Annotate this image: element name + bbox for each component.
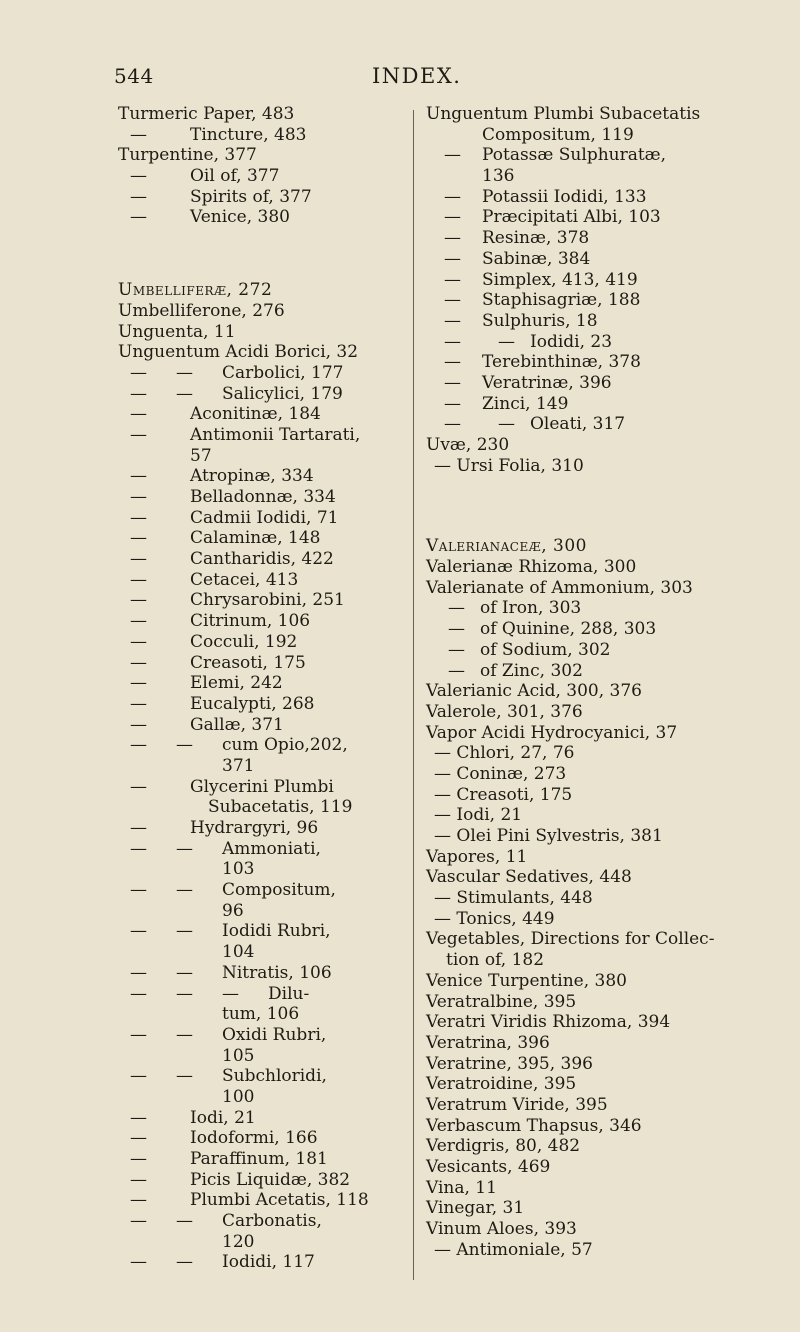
index-entry	[426, 847, 756, 868]
ditto-dash: —	[498, 331, 515, 352]
index-entry-text: cum Opio,202,	[222, 735, 348, 756]
ditto-dash: —	[444, 372, 461, 393]
index-entry-text: — Chlori, 27, 76	[434, 743, 575, 764]
index-entry	[118, 425, 408, 446]
ditto-dash: —	[130, 1066, 147, 1087]
page-title: INDEX.	[372, 64, 462, 88]
index-entry	[426, 249, 756, 270]
index-entry	[118, 590, 408, 611]
index-entry	[426, 207, 756, 228]
index-entry	[426, 125, 756, 146]
index-entry-text: 120	[222, 1231, 255, 1252]
index-entry	[118, 363, 408, 384]
ditto-dash: —	[176, 1024, 193, 1045]
ditto-dash: —	[444, 228, 461, 249]
index-entry	[426, 1136, 756, 1157]
index-entry-text: Valerole, 301, 376	[426, 701, 583, 722]
index-entry	[118, 942, 408, 963]
index-entry	[426, 1095, 756, 1116]
index-entry-text: Veratri Viridis Rhizoma, 394	[426, 1012, 671, 1033]
index-entry-text: of Zinc, 302	[480, 660, 583, 681]
ditto-dash: —	[176, 1252, 193, 1273]
index-entry	[118, 466, 408, 487]
ditto-dash: —	[222, 983, 239, 1004]
index-entry	[426, 187, 756, 208]
ditto-dash: —	[130, 1169, 147, 1190]
index-entry	[426, 681, 756, 702]
index-entry-text: Dilu-	[268, 983, 310, 1004]
index-entry	[426, 598, 756, 619]
index-entry	[118, 404, 408, 425]
ditto-dash: —	[130, 186, 147, 207]
index-entry-text: Staphisagriæ, 188	[482, 290, 641, 311]
index-entry	[118, 1252, 408, 1273]
index-entry	[426, 743, 756, 764]
index-entry	[426, 1198, 756, 1219]
index-entry	[118, 1190, 408, 1211]
index-entry-text: Calaminæ, 148	[190, 528, 321, 549]
index-entry	[426, 661, 756, 682]
index-entry-text: Glycerini Plumbi	[190, 776, 334, 797]
index-entry	[426, 1012, 756, 1033]
index-entry-text: Zinci, 149	[482, 393, 569, 414]
ditto-dash: —	[444, 352, 461, 373]
index-entry	[118, 342, 408, 363]
index-entry-text: Iodi, 21	[190, 1107, 256, 1128]
ditto-dash: —	[130, 983, 147, 1004]
index-entry-text: Veratroidine, 395	[426, 1074, 577, 1095]
index-entry-text: — Ursi Folia, 310	[434, 455, 584, 476]
index-entry	[426, 373, 756, 394]
index-column-left	[118, 104, 408, 1273]
index-entry-text: Veratrina, 396	[426, 1032, 550, 1053]
index-entry-text: 371	[222, 755, 255, 776]
index-entry-text: Oleati, 317	[530, 414, 626, 435]
index-entry	[118, 1025, 408, 1046]
index-entry-text: Gallæ, 371	[190, 714, 284, 735]
ditto-dash: —	[130, 1149, 147, 1169]
ditto-dash: —	[130, 1252, 147, 1273]
index-entry-text: of Quinine, 288, 303	[480, 619, 657, 640]
index-entry-text: Iodidi Rubri,	[222, 921, 331, 942]
index-entry	[118, 1211, 408, 1232]
ditto-dash: —	[130, 404, 147, 425]
index-entry-text: — Stimulants, 448	[434, 888, 593, 909]
index-entry-text: Iodoformi, 166	[190, 1128, 318, 1149]
index-entry-text: Venice, 380	[190, 207, 290, 228]
index-entry	[118, 1232, 408, 1253]
index-entry	[426, 764, 756, 785]
index-entry	[118, 839, 408, 860]
index-entry	[426, 228, 756, 249]
index-entry-text: Cetacei, 413	[190, 569, 299, 590]
ditto-dash: —	[448, 619, 465, 640]
index-entry	[118, 1004, 408, 1025]
index-entry-text: Nitratis, 106	[222, 962, 332, 983]
index-entry	[426, 909, 756, 930]
ditto-dash: —	[498, 414, 515, 435]
index-entry-text: — Tonics, 449	[434, 908, 555, 929]
index-entry	[426, 785, 756, 806]
ditto-dash: —	[130, 631, 147, 652]
index-entry-text: Carbolici, 177	[222, 362, 344, 383]
index-entry-text: Antimonii Tartarati,	[190, 424, 361, 445]
index-entry-text: — Creasoti, 175	[434, 784, 573, 805]
index-entry-text: Turpentine, 377	[118, 145, 257, 166]
index-entry-text: Eucalypti, 268	[190, 693, 315, 714]
index-entry	[426, 352, 756, 373]
ditto-dash: —	[444, 269, 461, 290]
ditto-dash: —	[444, 145, 461, 166]
index-entry	[426, 619, 756, 640]
index-entry-text: Unguenta, 11	[118, 321, 236, 342]
index-entry	[426, 394, 756, 415]
ditto-dash: —	[130, 611, 147, 632]
index-entry-text: Atropinæ, 334	[190, 466, 314, 487]
index-entry	[118, 653, 408, 674]
index-entry	[426, 929, 756, 950]
index-entry-text: Sulphuris, 18	[482, 310, 598, 331]
ditto-dash: —	[176, 362, 193, 383]
index-entry	[426, 971, 756, 992]
index-entry-text: Potassæ Sulphuratæ,	[482, 145, 667, 166]
ditto-dash: —	[444, 186, 461, 207]
index-entry	[118, 1046, 408, 1067]
index-entry	[426, 104, 756, 125]
index-entry-text: 100	[222, 1086, 255, 1107]
index-entry-text: Unguentum Plumbi Subacetatis	[426, 104, 701, 124]
index-entry	[118, 1066, 408, 1087]
ditto-dash: —	[130, 693, 147, 714]
index-entry-text: Resinæ, 378	[482, 228, 590, 249]
index-entry-text: Paraffinum, 181	[190, 1149, 328, 1169]
index-entry	[118, 818, 408, 839]
index-entry	[118, 508, 408, 529]
index-entry	[426, 1054, 756, 1075]
index-entry-text: Turmeric Paper, 483	[118, 104, 295, 124]
index-entry	[118, 187, 408, 208]
index-entry	[426, 1074, 756, 1095]
index-entry-text: Sabinæ, 384	[482, 248, 591, 269]
index-entry-text: — Iodi, 21	[434, 805, 523, 826]
index-entry	[118, 880, 408, 901]
index-entry	[118, 207, 408, 228]
ditto-dash: —	[176, 921, 193, 942]
index-entry	[118, 446, 408, 467]
ditto-dash: —	[130, 362, 147, 383]
ditto-dash: —	[130, 569, 147, 590]
index-entry-text: Citrinum, 106	[190, 611, 311, 632]
ditto-dash: —	[176, 735, 193, 756]
index-entry-text: Cadmii Iodidi, 71	[190, 507, 339, 528]
index-entry-text: Venice Turpentine, 380	[426, 970, 627, 991]
index-entry-text: tion of, 182	[446, 950, 545, 971]
index-entry-text: Subchloridi,	[222, 1066, 327, 1087]
index-entry-text: Salicylici, 179	[222, 383, 343, 404]
index-entry	[426, 888, 756, 909]
index-entry	[118, 570, 408, 591]
index-entry-text: Ammoniati,	[222, 838, 321, 859]
page-header	[0, 64, 800, 96]
index-entry	[426, 332, 756, 353]
ditto-dash: —	[176, 1211, 193, 1232]
index-entry	[118, 384, 408, 405]
index-entry-text: Tincture, 483	[190, 124, 307, 145]
index-entry	[118, 673, 408, 694]
index-entry-text: Vinegar, 31	[426, 1198, 525, 1219]
index-entry	[426, 290, 756, 311]
index-entry-text: 57	[190, 445, 212, 466]
index-entry-text: 105	[222, 1045, 255, 1066]
index-entry	[118, 145, 408, 166]
index-entry-text: Chrysarobini, 251	[190, 590, 345, 611]
index-entry-text: Oil of, 377	[190, 166, 280, 187]
index-entry-text: Vinum Aloes, 393	[426, 1219, 577, 1240]
index-entry-text: Elemi, 242	[190, 673, 283, 694]
index-entry-text: Carbonatis,	[222, 1211, 322, 1232]
ditto-dash: —	[176, 838, 193, 859]
ditto-dash: —	[130, 207, 147, 228]
index-entry	[118, 549, 408, 570]
ditto-dash: —	[130, 383, 147, 404]
index-entry-text: Iodidi, 117	[222, 1252, 315, 1273]
index-entry	[426, 311, 756, 332]
index-entry-text: Vapor Acidi Hydrocyanici, 37	[426, 722, 678, 743]
index-entry-text: — Antimoniale, 57	[434, 1239, 593, 1260]
index-entry	[118, 777, 408, 798]
ditto-dash: —	[130, 549, 147, 570]
index-entry-text: Hydrargyri, 96	[190, 818, 319, 838]
ditto-dash: —	[444, 290, 461, 311]
index-entry-text: Valerianic Acid, 300, 376	[426, 681, 642, 702]
index-entry-text: Potassii Iodidi, 133	[482, 186, 647, 207]
index-entry	[118, 301, 408, 322]
ditto-dash: —	[130, 1190, 147, 1211]
index-entry	[426, 992, 756, 1013]
ditto-dash: —	[130, 507, 147, 528]
ditto-dash: —	[130, 166, 147, 187]
ditto-dash: —	[130, 818, 147, 838]
index-entry	[118, 735, 408, 756]
index-entry	[118, 859, 408, 880]
index-entry	[118, 125, 408, 146]
ditto-dash: —	[444, 310, 461, 331]
index-entry-text: Aconitinæ, 184	[190, 404, 321, 425]
index-entry	[118, 1149, 408, 1170]
index-entry	[118, 611, 408, 632]
index-entry	[118, 632, 408, 653]
ditto-dash: —	[448, 660, 465, 681]
index-entry-text: Picis Liquidæ, 382	[190, 1169, 351, 1190]
index-entry-text: — Olei Pini Sylvestris, 381	[434, 826, 663, 846]
index-entry-text: Belladonnæ, 334	[190, 487, 336, 507]
index-entry	[426, 723, 756, 744]
index-entry	[118, 280, 408, 301]
index-entry-text: of Sodium, 302	[480, 639, 611, 660]
index-entry	[118, 963, 408, 984]
index-entry	[118, 756, 408, 777]
ditto-dash: —	[130, 921, 147, 942]
index-entry-text: Veratrum Viride, 395	[426, 1094, 608, 1115]
index-entry-text: Vapores, 11	[426, 846, 528, 867]
index-entry-text: Verdigris, 80, 482	[426, 1136, 581, 1157]
index-entry	[118, 1108, 408, 1129]
index-entry	[118, 528, 408, 549]
ditto-dash: —	[130, 590, 147, 611]
ditto-dash: —	[448, 639, 465, 660]
index-entry-text: Vina, 11	[426, 1177, 497, 1198]
ditto-dash: —	[130, 466, 147, 487]
index-entry-text: Valerianate of Ammonium, 303	[426, 577, 693, 598]
index-entry-text: Subacetatis, 119	[208, 797, 353, 818]
index-entry-text: Vesicants, 469	[426, 1157, 551, 1177]
ditto-dash: —	[176, 962, 193, 983]
index-entry-text: 96	[222, 900, 244, 921]
ditto-dash: —	[176, 983, 193, 1004]
index-entry	[118, 487, 408, 508]
index-entry	[118, 984, 408, 1005]
index-entry-text: Umbelliferæ, 272	[118, 280, 273, 301]
index-entry	[426, 1157, 756, 1178]
ditto-dash: —	[130, 1107, 147, 1128]
index-entry	[118, 1087, 408, 1108]
ditto-dash: —	[176, 880, 193, 901]
ditto-dash: —	[444, 331, 461, 352]
ditto-dash: —	[130, 714, 147, 735]
ditto-dash: —	[176, 383, 193, 404]
index-entry	[426, 805, 756, 826]
index-entry	[426, 1219, 756, 1240]
index-entry-text: Veratrine, 395, 396	[426, 1053, 593, 1074]
index-entry-text: — Coninæ, 273	[434, 763, 567, 784]
ditto-dash: —	[130, 652, 147, 673]
ditto-dash: —	[130, 1128, 147, 1149]
ditto-dash: —	[448, 598, 465, 619]
page-number: 544	[114, 64, 154, 88]
index-entry-text: Unguentum Acidi Borici, 32	[118, 342, 359, 363]
ditto-dash: —	[130, 1211, 147, 1232]
ditto-dash: —	[130, 124, 147, 145]
index-entry-text: Iodidi, 23	[530, 331, 613, 352]
ditto-dash: —	[130, 776, 147, 797]
ditto-dash: —	[130, 487, 147, 507]
index-entry-text: Simplex, 413, 419	[482, 269, 638, 290]
index-entry-text: Veratralbine, 395	[426, 991, 577, 1012]
index-entry	[118, 104, 408, 125]
index-entry-text: Veratrinæ, 396	[482, 372, 612, 393]
index-entry-text: 104	[222, 942, 255, 963]
index-entry-text: Vegetables, Directions for Collec-	[426, 929, 715, 950]
index-entry	[426, 1240, 756, 1261]
index-entry	[426, 166, 756, 187]
index-entry-text: 136	[482, 166, 515, 187]
index-entry-text: Umbelliferone, 276	[118, 300, 285, 321]
index-entry	[118, 901, 408, 922]
ditto-dash: —	[444, 248, 461, 269]
index-entry-text: of Iron, 303	[480, 598, 582, 619]
index-entry	[426, 950, 756, 971]
index-entry	[426, 826, 756, 847]
ditto-dash: —	[130, 838, 147, 859]
ditto-dash: —	[130, 424, 147, 445]
ditto-dash: —	[130, 1024, 147, 1045]
ditto-dash: —	[444, 393, 461, 414]
index-entry-text: Cantharidis, 422	[190, 549, 334, 570]
ditto-dash: —	[130, 962, 147, 983]
index-entry	[426, 867, 756, 888]
index-entry	[118, 166, 408, 187]
index-entry-text: Compositum, 119	[482, 124, 634, 145]
index-entry	[426, 435, 756, 456]
index-entry-text: Verbascum Thapsus, 346	[426, 1115, 642, 1136]
index-entry-text: Compositum,	[222, 880, 336, 901]
index-entry	[426, 1033, 756, 1054]
index-entry	[426, 702, 756, 723]
index-entry	[426, 557, 756, 578]
ditto-dash: —	[130, 528, 147, 549]
index-entry	[118, 694, 408, 715]
ditto-dash: —	[444, 414, 461, 435]
index-entry-text: Creasoti, 175	[190, 652, 306, 673]
ditto-dash: —	[176, 1066, 193, 1087]
index-entry-text: Terebinthinæ, 378	[482, 352, 641, 373]
index-entry	[426, 1178, 756, 1199]
index-entry-text: Uvæ, 230	[426, 435, 510, 455]
index-entry	[118, 1128, 408, 1149]
ditto-dash: —	[130, 673, 147, 694]
index-entry	[426, 414, 756, 435]
index-entry	[426, 1116, 756, 1137]
index-entry-text: Vascular Sedatives, 448	[426, 867, 632, 888]
index-entry-text: Valerianæ Rhizoma, 300	[426, 557, 637, 578]
index-entry-text: Præcipitati Albi, 103	[482, 207, 661, 228]
index-entry-text: Plumbi Acetatis, 118	[190, 1190, 369, 1211]
index-entry	[426, 640, 756, 661]
index-entry-text: Spirits of, 377	[190, 186, 312, 207]
column-divider	[413, 110, 414, 1280]
index-entry	[426, 536, 756, 557]
index-entry	[118, 1170, 408, 1191]
index-entry-text: Oxidi Rubri,	[222, 1024, 327, 1045]
index-entry-text: 103	[222, 859, 255, 880]
index-entry	[118, 797, 408, 818]
index-entry	[426, 270, 756, 291]
index-column-right	[426, 104, 756, 1260]
ditto-dash: —	[130, 880, 147, 901]
index-entry-text: tum, 106	[222, 1004, 300, 1025]
index-entry	[426, 145, 756, 166]
index-entry	[118, 715, 408, 736]
index-entry	[118, 921, 408, 942]
index-entry	[426, 578, 756, 599]
index-entry-text: Cocculi, 192	[190, 631, 298, 652]
ditto-dash: —	[130, 735, 147, 756]
index-entry	[118, 322, 408, 343]
ditto-dash: —	[444, 207, 461, 228]
index-entry-text: Valerianaceæ, 300	[426, 536, 587, 557]
index-entry	[426, 456, 756, 477]
